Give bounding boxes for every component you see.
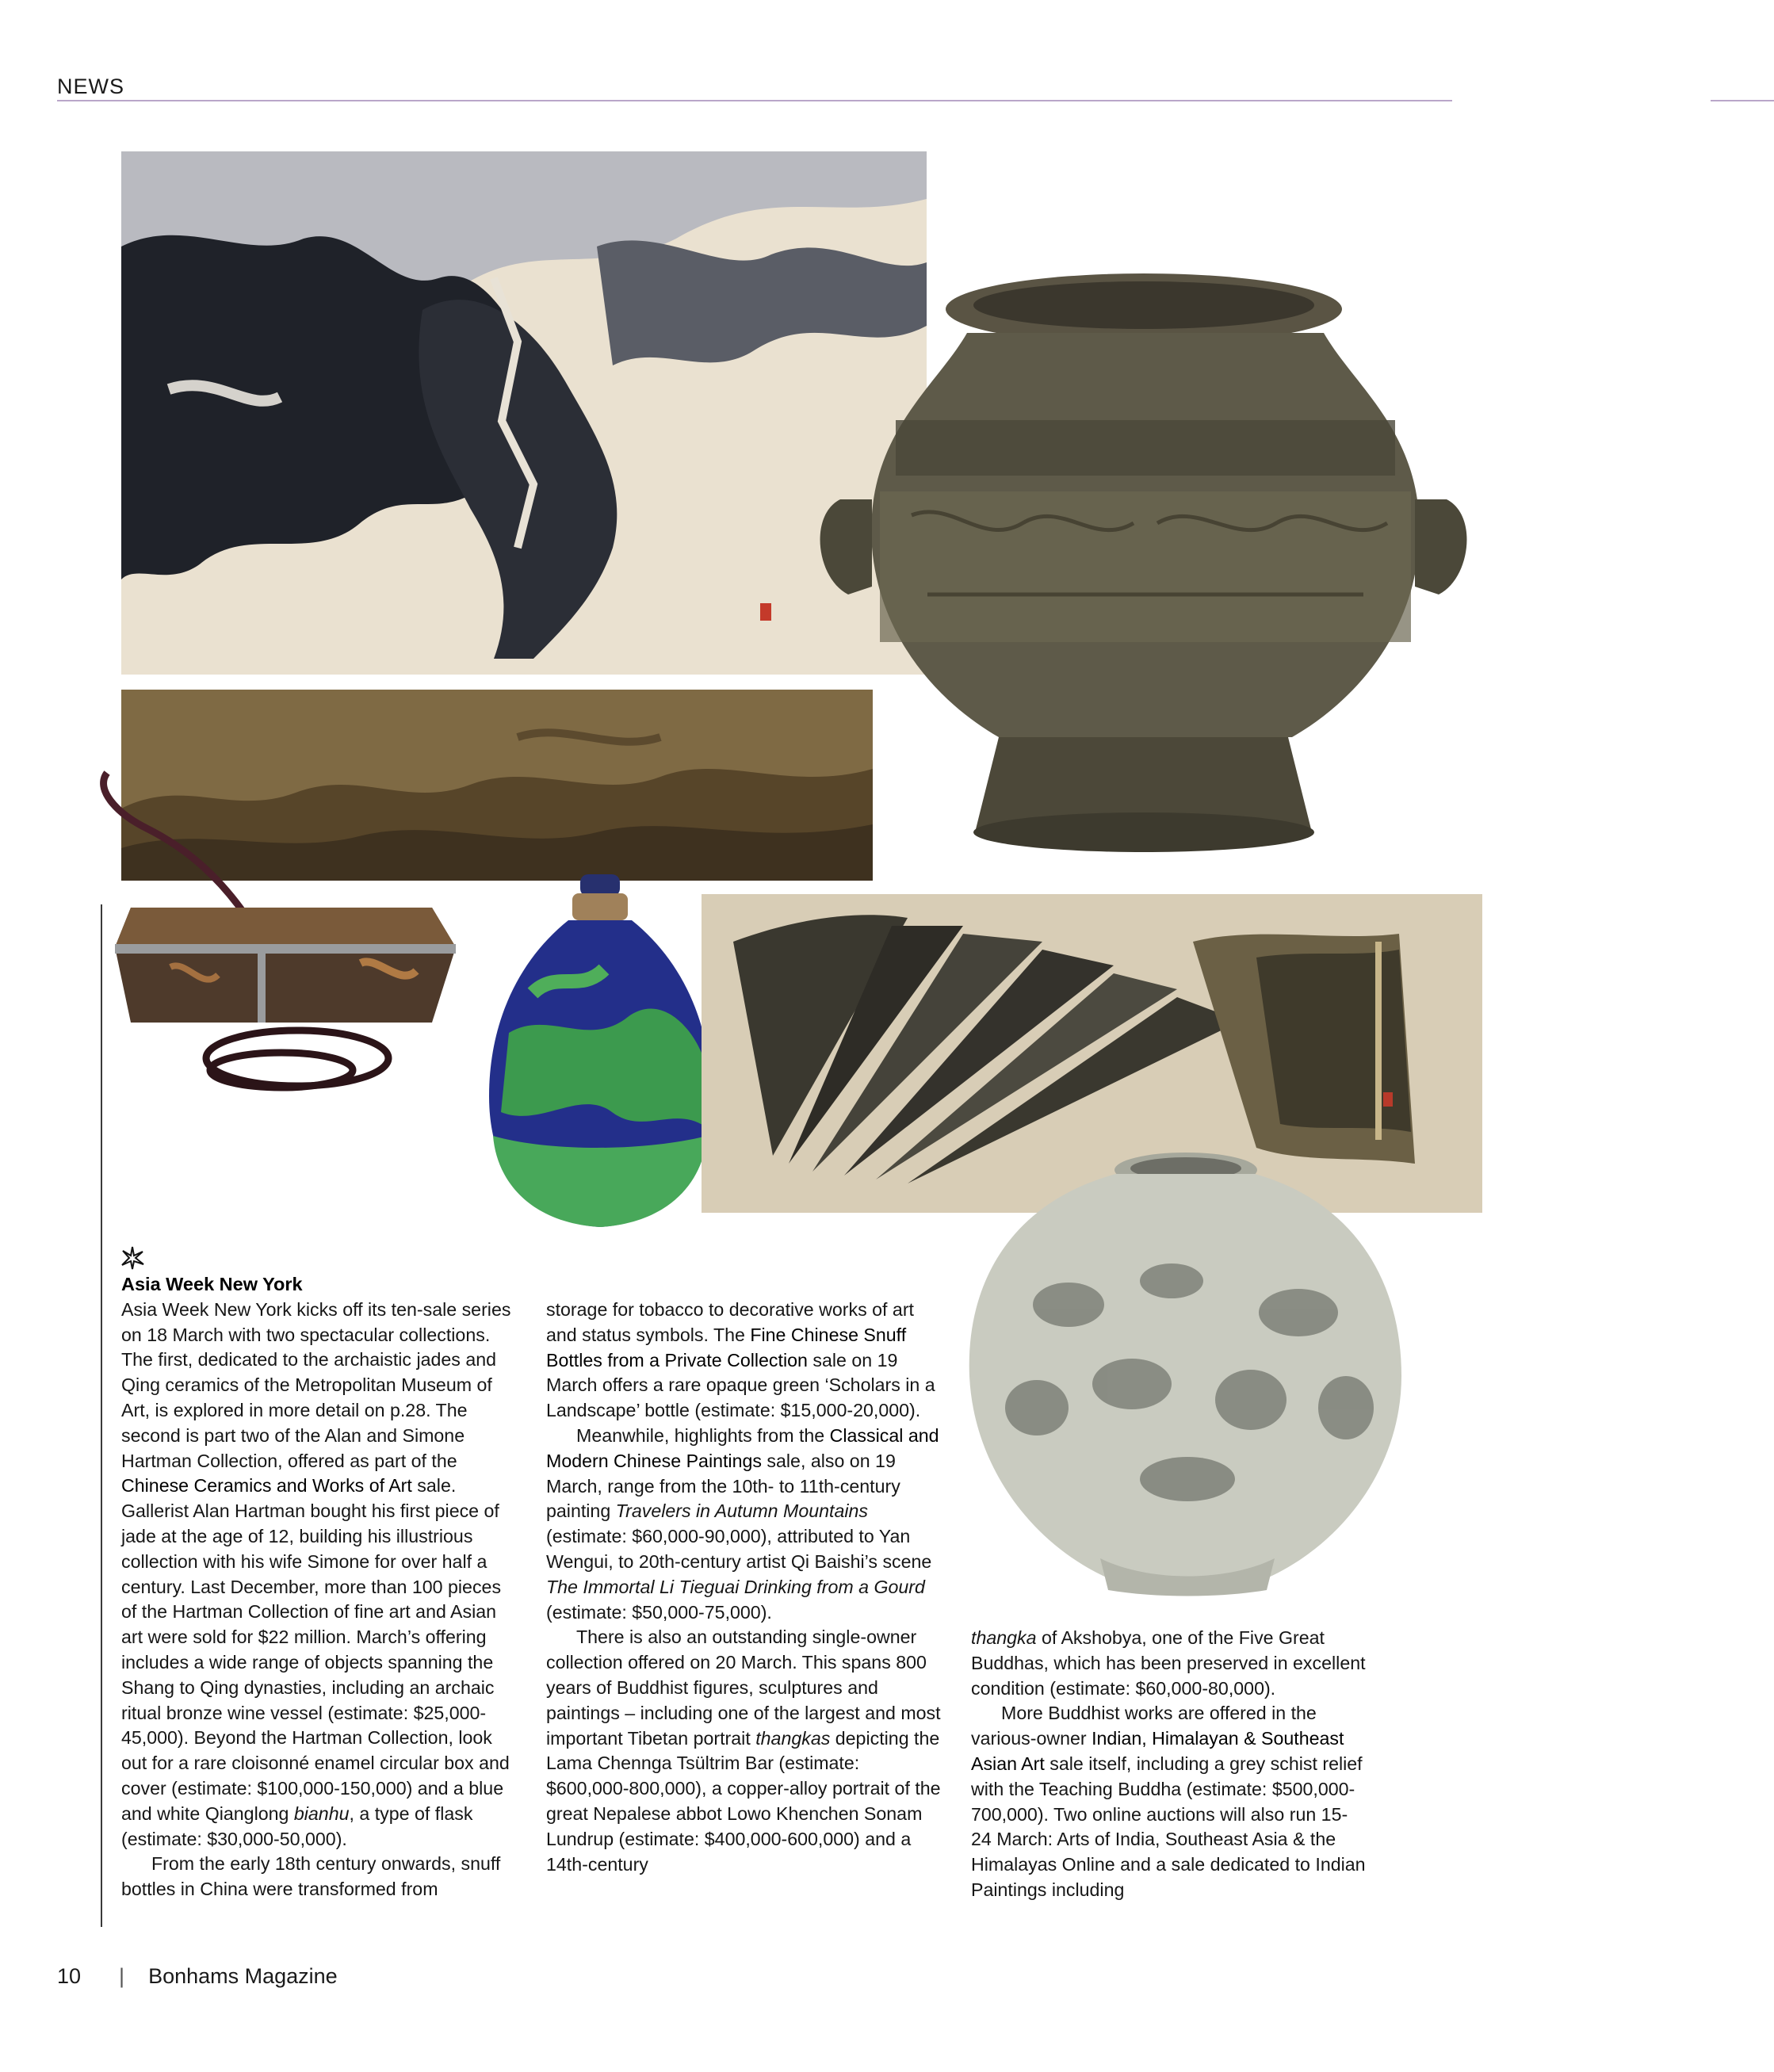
- page-number: 10: [57, 1964, 82, 1988]
- paragraph: thangka of Akshobya, one of the Five Great Buddhas, which has been preserved in excellent condition (estimate: $60,000-80,000).: [971, 1627, 1366, 1699]
- sale-name: Classical and Modern Chinese Paintings: [546, 1424, 939, 1471]
- asterisk-star-icon: [120, 1245, 145, 1271]
- reticulated-celadon-jar: [965, 1146, 1405, 1598]
- paragraph: Meanwhile, highlights from the Classical and Modern Chinese Paintings sale, also on 19 March, range from the 10th- to 11th-century painting Travelers in Autumn Mountains (estimate: $60,000-90,000), attributed to Yan Wengui, to 20th-century artist Qi Baishi’s scene The Immortal Li Tieguai Drinking from a Gourd (estimate: $50,000-75,000).: [546, 1424, 939, 1623]
- sale-name: Chinese Ceramics and Works of Art: [121, 1475, 412, 1497]
- publication-name: Bonhams Magazine: [148, 1964, 338, 1988]
- sale-name: Indian, Himalayan & Southeast Asian Art: [971, 1728, 1344, 1774]
- ink-landscape-painting: [121, 151, 927, 675]
- archaic-bronze-wine-vessel: [809, 262, 1478, 864]
- paragraph: There is also an outstanding single-owner collection offered on 20 March. This spans 800 years of Buddhist figures, sculptures and paintings – including one of the largest and most important Tibetan portrait thangkas depicting the Lama Chennga Tsültrim Bar (estimate: $600,000-800,000), a copper-alloy portrait of the great Nepalese abbot Lowo Khenchen Sonam Lundrup (estimate: $400,000-600,000) and a 14th-century: [546, 1627, 941, 1875]
- article-column-3: [971, 1626, 1367, 1903]
- header-rule-right: [1711, 100, 1774, 101]
- page-footer: [57, 1964, 338, 1989]
- footer-separator: |: [119, 1964, 125, 1988]
- green-and-blue-snuff-bottle: [485, 874, 715, 1235]
- article-heading: Asia Week New York: [121, 1274, 303, 1294]
- article-column-2: [546, 1298, 942, 1877]
- paragraph: Asia Week New York kicks off its ten-sale series on 18 March with two spectacular collections. The first, dedicated to the archaistic jades and Qing ceramics of the Metropolitan Museum of Art, is explored in more detail on p.28. The second is part two of the Alan and Simone Hartman Collection, offered as part of the Chinese Ceramics and Works of Art sale. Gallerist Alan Hartman bought his first piece of jade at the age of 12, building his illustrious collection with his wife Simone for over half a century. Last December, more than 100 pieces of the Hartman Collection of fine art and Asian art were sold for $22 million. March’s offering includes a wide range of objects spanning the Shang to Qing dynasties, including an archaic ritual bronze wine vessel (estimate: $25,000-45,000). Beyond the Hartman Collection, look out for a rare cloisonné enamel circular box and cover (estimate: $100,000-150,000) and a blue and white Qianglong bianhu, a type of flask (estimate: $30,000-50,000).: [121, 1298, 511, 1849]
- column-rule: [101, 904, 102, 1927]
- paragraph: From the early 18th century onwards, snuff bottles in China were transformed from: [121, 1853, 501, 1900]
- header-rule: [57, 100, 1452, 101]
- article-column-1: [121, 1272, 518, 1902]
- paragraph: More Buddhist works are offered in the various-owner Indian, Himalayan & Southeast Asian Art sale itself, including a grey schist relief with the Teaching Buddha (estimate: $500,000-700,000). Two online auctions will also run 15-24 March: Arts of India, Southeast Asia & the Himalayas Online and a sale dedicated to Indian Paintings including: [971, 1703, 1366, 1900]
- section-label: NEWS: [57, 75, 124, 98]
- sale-name: Fine Chinese Snuff Bottles from a Private Collection: [546, 1324, 907, 1371]
- lacquer-box-with-cord: [99, 757, 472, 1122]
- paragraph: storage for tobacco to decorative works of art and status symbols. The Fine Chinese Snuff Bottles from a Private Collection sale on 19 March offers a rare opaque green ‘Scholars in a Landscape’ bottle (estimate: $15,000-20,000).: [546, 1299, 935, 1421]
